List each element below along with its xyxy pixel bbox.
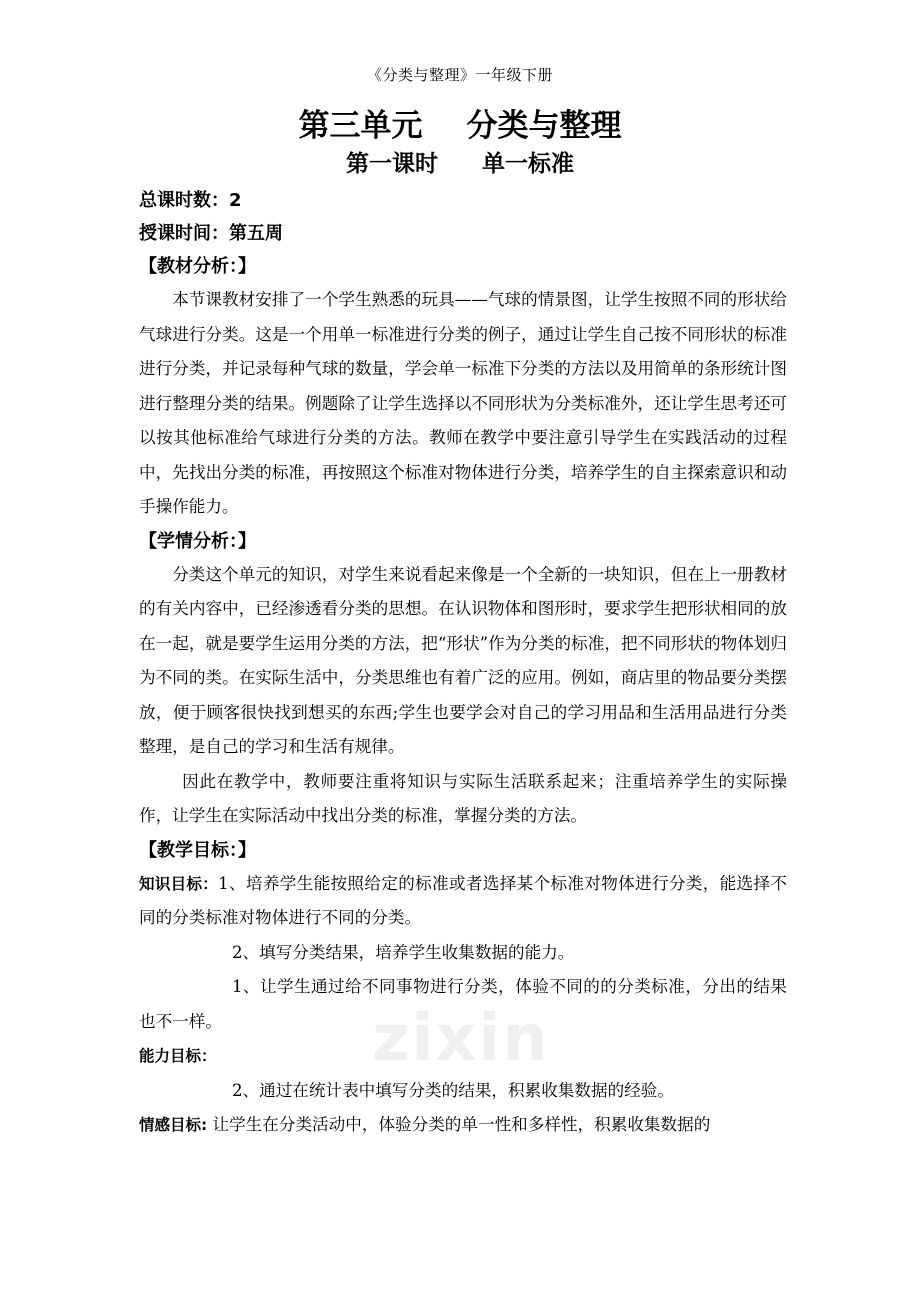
running-header: 《分类与整理》一年级下册 (366, 66, 553, 84)
lesson-number: 第一课时 (346, 151, 438, 177)
document-body (139, 184, 787, 1143)
knowledge-goal-2: 2、填写分类结果，培养学生收集数据的能力。 (231, 942, 575, 962)
ability-goal-2: 2、通过在统计表中填写分类的结果，积累收集数据的经验。 (231, 1080, 674, 1100)
ability-goal-label: 能力目标： (139, 1047, 217, 1065)
knowledge-goal-3: 1、让学生通过给不同事物进行分类，体验不同的的分类标准，分出的结果也不一样。 (139, 977, 787, 1031)
unit-number: 第三单元 (298, 108, 423, 144)
emotion-goal-label: 情感目标: (139, 1116, 208, 1134)
lesson-topic: 单一标准 (482, 151, 574, 177)
material-analysis-text: 本节课教材安排了一个学生熟悉的玩具——气球的情景图，让学生按照不同的形状给气球进行分类。这是一个用单一标准进行分类的例子，通过让学生自己按不同形状的标准进行分类，并记录每种气球的数量，学会单一标准下分类的方法以及用简单的条形统计图进行整理分类的结果。例题除了让学生选择以不同形状为分类标准外，还让学生思考还可以按其他标准给气球进行分类的方法。教师在教学中要注意引导学生在实践活动的过程中，先找出分类的标准，再按照这个标准对物体进行分类，培养学生的自主探索意识和动手操作能力。 (139, 290, 787, 516)
unit-topic: 分类与整理 (466, 108, 622, 144)
watermark: zixin (372, 1002, 550, 1076)
student-analysis-heading: 【学情分析：】 (139, 530, 256, 552)
material-analysis-heading: 【教材分析：】 (139, 256, 256, 277)
teaching-goals-heading: 【教学目标：】 (139, 839, 256, 861)
knowledge-goal-label: 知识目标： (139, 874, 219, 893)
knowledge-goal-1-text: 1、培养学生能按照给定的标准或者选择某个标准对物体进行分类，能选择不同的分类标准对物体进行不同的分类。 (139, 873, 787, 927)
total-hours: 总课时数：2 (139, 190, 242, 211)
lesson-subtitle (0, 146, 920, 182)
emotion-goal-text: 让学生在分类活动中，体验分类的单一性和多样性，积累收集数据的 (207, 1115, 711, 1134)
student-analysis-text-2: 因此在教学中，教师要注重将知识与实际生活联系起来；注重培养学生的实际操作，让学生在实际活动中找出分类的标准，掌握分类的方法。 (139, 771, 787, 825)
ability-goal-label-line (139, 1039, 787, 1074)
emotion-goal (139, 1108, 787, 1143)
student-analysis-text: 分类这个单元的知识，对学生来说看起来像是一个全新的一块知识，但在上一册教材的有关内容中，已经渗透看分类的思想。在认识物体和图形时，要求学生把形状相同的放在一起，就是要学生运用分类的方法，把“形状”作为分类的标准，把不同形状的物体划归为不同的类。在实际生活中，分类思维也有着广泛的应用。例如，商店里的物品要分类摆放，便于顾客很快找到想买的东西;学生也要学会对自己的学习用品和生活用品进行分类整理，是自己的学习和生活有规律。 (139, 564, 787, 756)
teach-time: 授课时间：第五周 (139, 223, 283, 244)
unit-title (0, 104, 920, 148)
knowledge-goal-1 (139, 867, 787, 936)
